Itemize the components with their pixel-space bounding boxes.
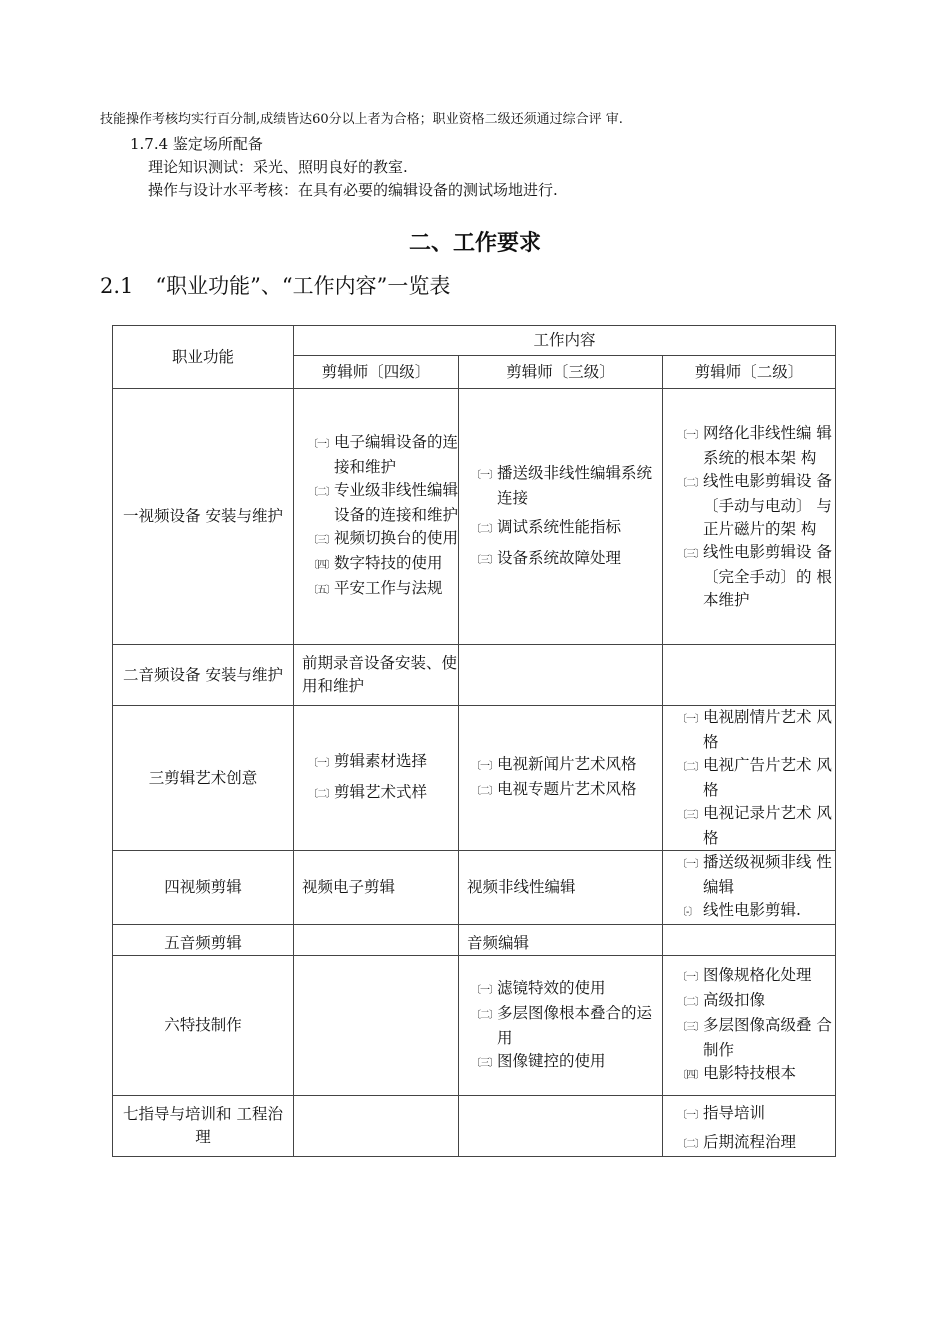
level3-cell bbox=[459, 956, 663, 1096]
function-cell: 六特技制作 bbox=[113, 956, 294, 1096]
table-row bbox=[113, 706, 836, 851]
level2-cell bbox=[663, 645, 836, 706]
list-item: 〔二〕电视专题片艺术风格 bbox=[471, 780, 637, 798]
list-item: 〔一〕图像规格化处理 bbox=[677, 966, 812, 984]
level3-cell: 视频非线性编辑 bbox=[459, 851, 663, 925]
level4-cell bbox=[294, 956, 459, 1096]
level3-cell bbox=[459, 706, 663, 851]
list-item: 〔三〕图像键控的使用 bbox=[471, 1051, 606, 1070]
function-cell: 五音频剪辑 bbox=[113, 925, 294, 956]
list-item: 〔一〕指导培训 bbox=[677, 1104, 766, 1122]
level3-cell bbox=[459, 389, 663, 645]
level2-cell bbox=[663, 956, 836, 1096]
section-heading-1-7-4: 1.7.4 鉴定场所配备 bbox=[130, 135, 263, 153]
theory-test-venue: 理论知识测试：采光、照明良好的教室. bbox=[148, 158, 408, 176]
table-row bbox=[113, 851, 836, 925]
level4-cell: 前期录音设备安装、使用和维护 bbox=[294, 645, 459, 706]
function-content-table bbox=[112, 325, 836, 1157]
list-item: 〔一〕网络化非线性编 辑系统的根本架 构 bbox=[677, 423, 832, 467]
list-item: 〔三〕线性电影剪辑设 备〔完全手动〕的 根本维护 bbox=[677, 542, 832, 609]
table-row bbox=[113, 1096, 836, 1157]
level-header-3: 剪辑师〔三级〕 bbox=[459, 356, 663, 389]
level2-cell bbox=[663, 851, 836, 925]
list-item: 〔五〕平安工作与法规 bbox=[308, 579, 443, 597]
assessment-note: 技能操作考核均实行百分制,成绩皆达60分以上者为合格；职业资格二级还须通过综合评 审. bbox=[100, 112, 623, 127]
list-item: 〔四〕数字特技的使用 bbox=[308, 554, 443, 572]
list-item: 〔三〕多层图像高级叠 合制作 bbox=[677, 1016, 832, 1059]
level2-cell bbox=[663, 389, 836, 645]
level3-cell bbox=[459, 1096, 663, 1157]
list-item: 〔三〕设备系统故障处理 bbox=[471, 548, 622, 567]
level2-cell bbox=[663, 1096, 836, 1157]
list-item: 〔二〕专业级非线性编辑设备的连接和维护 bbox=[308, 481, 459, 524]
table-row bbox=[113, 956, 836, 1096]
list-item: 〔三〕视频切换台的使用 bbox=[308, 529, 459, 547]
function-cell: 二音频设备 安装与维护 bbox=[113, 645, 294, 706]
list-item: 〔一〕电子编辑设备的连接和维护 bbox=[308, 433, 459, 476]
function-cell: 七指导与培训和 工程治理 bbox=[113, 1096, 294, 1157]
list-item: 〔一〕电视剧情片艺术 风格 bbox=[677, 708, 832, 751]
subsection-text: “职业功能”、“工作内容”一览表 bbox=[155, 274, 451, 298]
level4-cell bbox=[294, 389, 459, 645]
level4-cell bbox=[294, 925, 459, 956]
list-item: 〔二〕电视广告片艺术 风格 bbox=[677, 756, 832, 799]
level2-cell bbox=[663, 925, 836, 956]
subsection-number: 2.1 bbox=[100, 274, 134, 298]
table-row bbox=[113, 645, 836, 706]
list-item: 〔二〕多层图像根本叠合的运用 bbox=[471, 1003, 653, 1047]
level2-cell bbox=[663, 706, 836, 851]
list-item: 〔二〕高级扣像 bbox=[677, 991, 766, 1009]
list-item: 〔一〕电视新闻片艺术风格 bbox=[471, 755, 637, 773]
level-header-2: 剪辑师〔二级〕 bbox=[663, 356, 836, 389]
col-header-content: 工作内容 bbox=[294, 326, 836, 356]
list-item: 〔二〕线性电影剪辑设 备〔手动与电动〕 与正片磁片的架 构 bbox=[677, 471, 832, 538]
section-title: 二、工作要求 bbox=[408, 230, 541, 256]
table-row bbox=[113, 389, 836, 645]
practical-test-venue: 操作与设计水平考核：在具有必要的编辑设备的测试场地进行. bbox=[148, 181, 558, 199]
list-item: 〔一〕滤镜特效的使用 bbox=[471, 978, 606, 997]
function-cell: 三剪辑艺术创意 bbox=[113, 706, 294, 851]
level4-cell bbox=[294, 706, 459, 851]
list-item: 〔一〕剪辑素材选择 bbox=[308, 752, 428, 770]
list-item: 〔二〕调试系统性能指标 bbox=[471, 517, 622, 536]
list-item: 〔三〕电视记录片艺术 风格 bbox=[677, 804, 832, 847]
list-item: 〔二〕后期流程治理 bbox=[677, 1133, 797, 1151]
subsection-title bbox=[100, 270, 450, 300]
table-header-row bbox=[113, 326, 836, 356]
level3-cell bbox=[459, 645, 663, 706]
list-item: 〔四〕电影特技根本 bbox=[677, 1064, 797, 1082]
function-cell: 一视频设备 安装与维护 bbox=[113, 389, 294, 645]
function-cell: 四视频剪辑 bbox=[113, 851, 294, 925]
list-item: 〔二〕剪辑艺术式样 bbox=[308, 783, 428, 801]
list-item: 〔一〕播送级非线性编辑系统连接 bbox=[471, 463, 653, 507]
level4-cell bbox=[294, 1096, 459, 1157]
list-item: 〔-〕 线性电影剪辑. bbox=[677, 901, 801, 919]
level4-cell: 视频电子剪辑 bbox=[294, 851, 459, 925]
list-item: 〔一〕播送级视频非线 性编辑 bbox=[677, 853, 832, 896]
level3-cell: 音频编辑 bbox=[459, 925, 663, 956]
level-header-4: 剪辑师〔四级〕 bbox=[294, 356, 459, 389]
col-header-function: 职业功能 bbox=[113, 326, 294, 389]
table-row bbox=[113, 925, 836, 956]
